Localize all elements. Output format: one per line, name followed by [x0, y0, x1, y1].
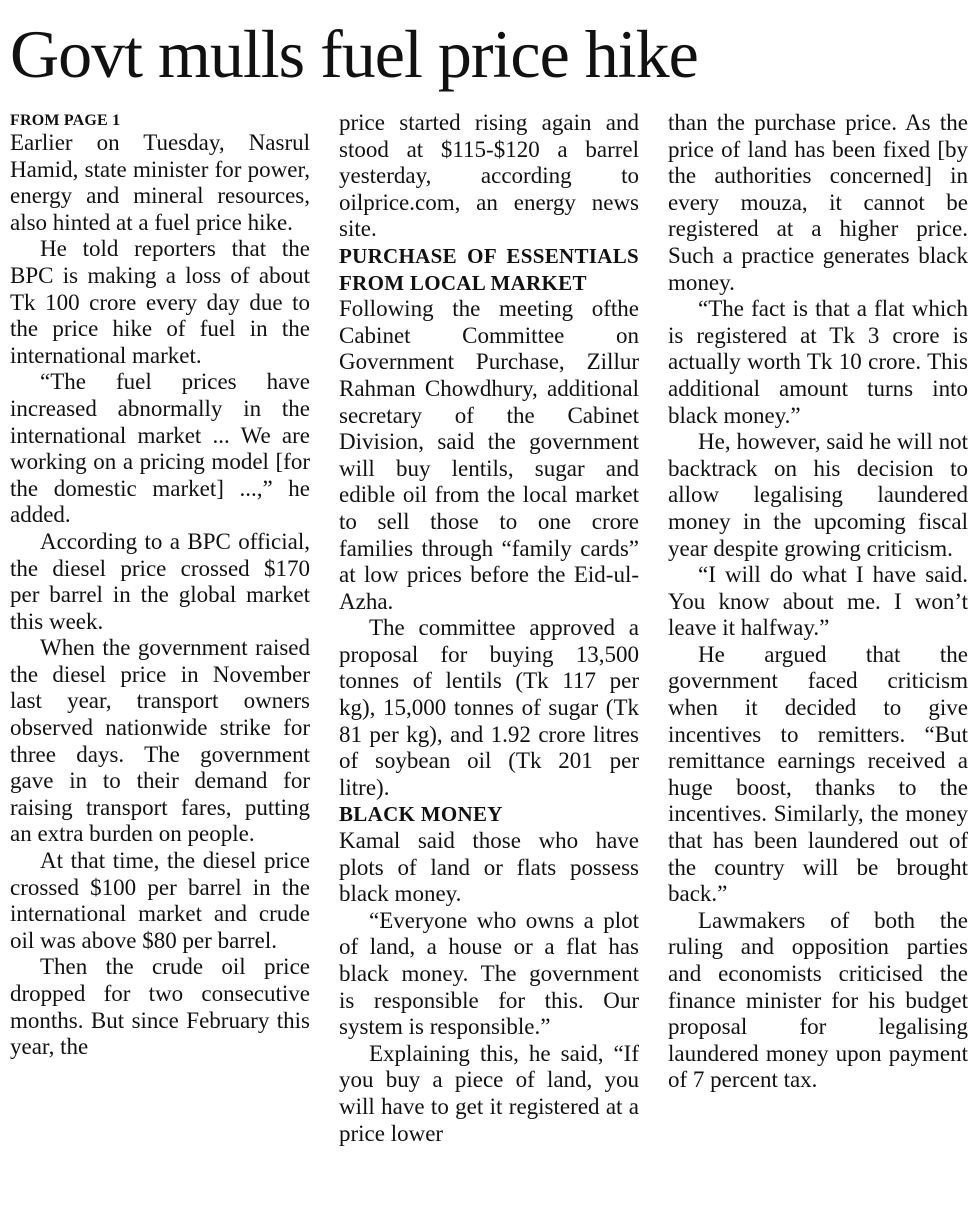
paragraph: He argued that the government faced criticism when it decided to give incentives to remitters. “But remittance earnings received a huge boost, thanks to the incentives. Similarly, the money that has been laundered out of the country will be brought back.” — [668, 641, 968, 907]
paragraph: Following the meeting ofthe Cabinet Committee on Government Purchase, Zillur Rahman Chowdhury, additional secretary of the Cabinet Division, said the government will buy lentils, sugar and edible oil from the local market to sell those to one crore families through “family cards” at low prices before the Eid-ul-Azha. — [339, 296, 639, 614]
paragraph: than the purchase price. As the price of land has been fixed [by the authorities concerned] in every mouza, it cannot be registered at a higher price. Such a practice generates black money. — [668, 110, 968, 295]
paragraph: At that time, the diesel price crossed $100 per barrel in the international market and crude oil was above $80 per barrel. — [10, 848, 310, 953]
column-1 — [10, 110, 310, 1208]
paragraph: Earlier on Tuesday, Nasrul Hamid, state minister for power, energy and mineral resources, also hinted at a fuel price hike. — [10, 130, 310, 235]
paragraph: He, however, said he will not backtrack on his decision to allow legalising laundered money in the upcoming fiscal year despite growing criticism. — [668, 429, 968, 561]
article-headline: Govt mulls fuel price hike — [10, 16, 698, 92]
subhead-purchase: PURCHASE OF ESSENTIALS FROM LOCAL MARKET — [339, 243, 639, 295]
paragraph: Then the crude oil price dropped for two consecutive months. But since February this year, the — [10, 954, 310, 1060]
continuation-kicker: FROM PAGE 1 — [10, 112, 121, 129]
paragraph: When the government raised the diesel price in November last year, transport owners observed nationwide strike for three days. The government gave in to their demand for raising transport fares, putting an extra burden on people. — [10, 635, 310, 847]
paragraph: “The fact is that a flat which is registered at Tk 3 crore is actually worth Tk 10 crore. This additional amount turns into black money.” — [668, 296, 968, 428]
paragraph: The committee approved a proposal for buying 13,500 tonnes of lentils (Tk 117 per kg), 15,000 tonnes of sugar (Tk 81 per kg), and 1.92 crore litres of soybean oil (Tk 201 per litre). — [339, 615, 639, 800]
paragraph: “The fuel prices have increased abnormally in the international market ... We are working on a pricing model [for the domestic market] ...,” he added. — [10, 369, 310, 528]
subhead-black-money: BLACK MONEY — [339, 802, 503, 827]
column-2 — [339, 110, 639, 1208]
article-body — [10, 110, 968, 1208]
paragraph: According to a BPC official, the diesel price crossed $170 per barrel in the global market this week. — [10, 528, 310, 634]
paragraph: Lawmakers of both the ruling and opposition parties and economists criticised the finance minister for his budget proposal for legalising laundered money upon payment of 7 percent tax. — [668, 907, 968, 1093]
paragraph: Explaining this, he said, “If you buy a piece of land, you will have to get it registered at a price lower — [339, 1040, 639, 1146]
paragraph: He told reporters that the BPC is making a loss of about Tk 100 crore every day due to the price hike of fuel in the international market. — [10, 236, 310, 368]
paragraph: price started rising again and stood at $115-$120 a barrel yesterday, according to oilprice.com, an energy news site. — [339, 110, 639, 242]
paragraph: “I will do what I have said. You know about me. I won’t leave it halfway.” — [668, 562, 968, 641]
paragraph: Kamal said those who have plots of land or flats possess black money. — [339, 828, 639, 907]
paragraph: “Everyone who owns a plot of land, a house or a flat has black money. The government is responsible for this. Our system is responsible.” — [339, 907, 639, 1040]
column-3 — [668, 110, 968, 1208]
